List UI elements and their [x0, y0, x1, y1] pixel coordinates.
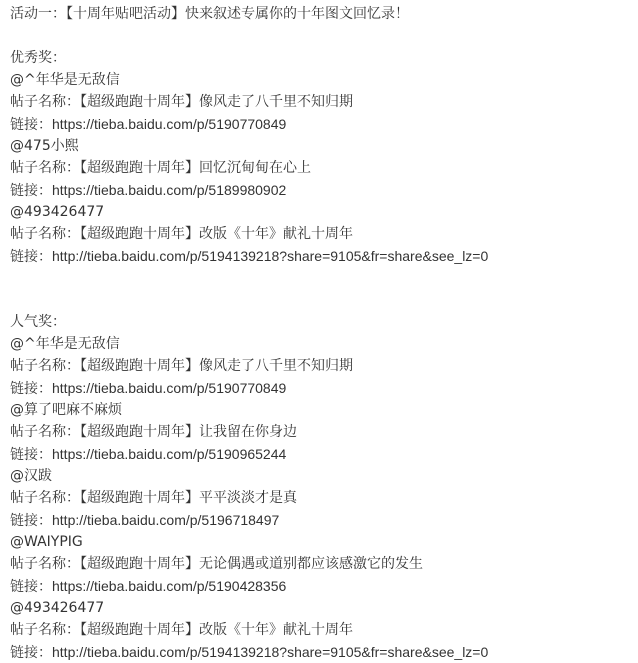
excellent-user-1: @^年华是无敌信	[10, 72, 120, 88]
popular-user-4: @WAIYPIG	[10, 534, 83, 550]
post-link[interactable]: https://tieba.baidu.com/p/5190965244	[52, 446, 287, 462]
post-link[interactable]: http://tieba.baidu.com/p/5194139218?share=9105&fr=share&see_lz=0	[52, 644, 489, 660]
excellent-link-2	[10, 179, 630, 201]
popular-post-5: 帖子名称：【超级跑跑十周年】改版《十年》献礼十周年	[10, 622, 353, 638]
popular-user-1: @^年华是无敌信	[10, 336, 120, 352]
link-label: 链接：	[10, 579, 52, 595]
excellent-post-1: 帖子名称：【超级跑跑十周年】像风走了八千里不知归期	[10, 94, 353, 110]
excellent-award-heading: 优秀奖：	[10, 50, 66, 66]
popular-user-5: @493426477	[10, 600, 105, 616]
post-link[interactable]: https://tieba.baidu.com/p/5189980902	[52, 182, 287, 198]
link-label: 链接：	[10, 249, 52, 265]
link-label: 链接：	[10, 381, 52, 397]
spacer	[10, 289, 630, 311]
popular-user-3: @汉跋	[10, 468, 52, 484]
popular-link-2	[10, 443, 630, 465]
popular-link-1	[10, 377, 630, 399]
post-link[interactable]: https://tieba.baidu.com/p/5190428356	[52, 578, 287, 594]
link-label: 链接：	[10, 117, 52, 133]
post-link[interactable]: http://tieba.baidu.com/p/5196718497	[52, 512, 280, 528]
excellent-post-2: 帖子名称：【超级跑跑十周年】回忆沉甸甸在心上	[10, 160, 311, 176]
post-content	[10, 0, 630, 663]
activity-title: 活动一：【十周年贴吧活动】快来叙述专属你的十年图文回忆录！	[10, 6, 409, 22]
popular-post-3: 帖子名称：【超级跑跑十周年】平平淡淡才是真	[10, 490, 297, 506]
excellent-link-3	[10, 245, 630, 267]
popular-post-2: 帖子名称：【超级跑跑十周年】让我留在你身边	[10, 424, 297, 440]
post-link[interactable]: http://tieba.baidu.com/p/5194139218?share=9105&fr=share&see_lz=0	[52, 248, 489, 264]
spacer	[10, 267, 630, 289]
excellent-post-3: 帖子名称：【超级跑跑十周年】改版《十年》献礼十周年	[10, 226, 353, 242]
popular-post-1: 帖子名称：【超级跑跑十周年】像风走了八千里不知归期	[10, 358, 353, 374]
post-link[interactable]: https://tieba.baidu.com/p/5190770849	[52, 116, 287, 132]
link-label: 链接：	[10, 513, 52, 529]
popular-post-4: 帖子名称：【超级跑跑十周年】无论偶遇或道别都应该感激它的发生	[10, 556, 423, 572]
excellent-link-1	[10, 113, 630, 135]
excellent-user-3: @493426477	[10, 204, 105, 220]
excellent-user-2: @475小熙	[10, 138, 79, 154]
link-label: 链接：	[10, 645, 52, 661]
popular-user-2: @算了吧麻不麻烦	[10, 402, 122, 418]
post-link[interactable]: https://tieba.baidu.com/p/5190770849	[52, 380, 287, 396]
spacer	[10, 25, 630, 47]
popular-link-3	[10, 509, 630, 531]
link-label: 链接：	[10, 183, 52, 199]
popular-award-heading: 人气奖：	[10, 314, 66, 330]
link-label: 链接：	[10, 447, 52, 463]
popular-link-4	[10, 575, 630, 597]
